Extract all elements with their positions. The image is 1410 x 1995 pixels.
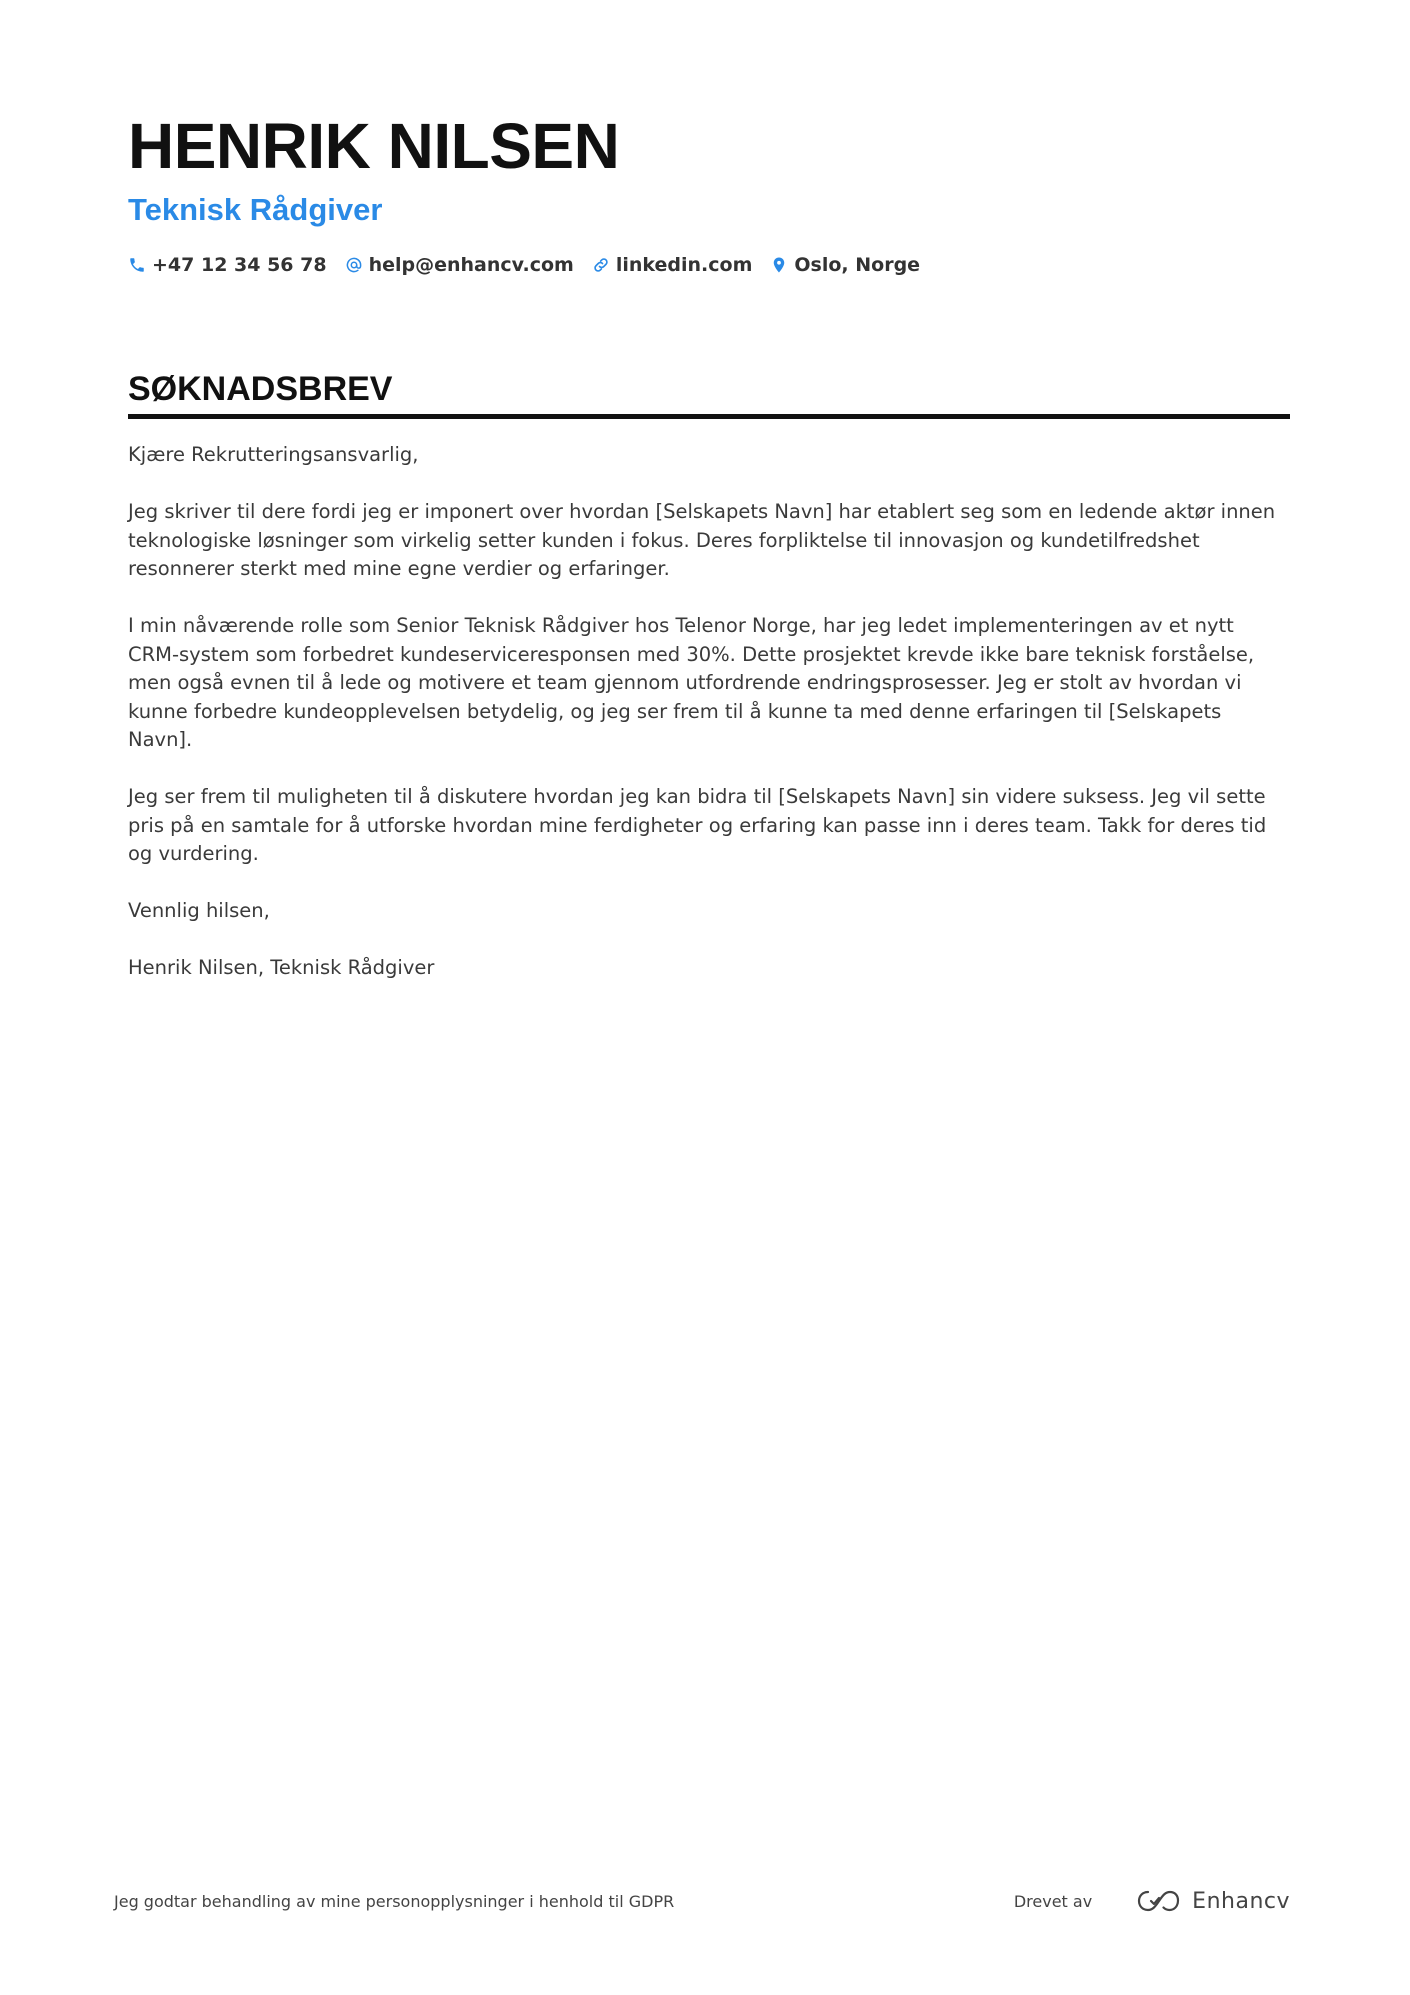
brand-logo[interactable] xyxy=(1136,1888,1290,1914)
at-icon xyxy=(345,256,363,274)
applicant-name: HENRIK NILSEN xyxy=(128,110,620,182)
letter-greeting: Kjære Rekrutteringsansvarlig, xyxy=(128,443,419,466)
cover-letter-section xyxy=(128,368,1290,1011)
footer xyxy=(114,1888,1290,1914)
letter-closing: Vennlig hilsen, xyxy=(128,899,270,922)
header xyxy=(128,108,1288,276)
contact-linkedin[interactable] xyxy=(592,254,753,276)
location-pin-icon xyxy=(770,256,788,274)
link-icon xyxy=(592,256,610,274)
section-title: SØKNADSBREV xyxy=(128,368,1290,419)
letter-paragraph-1: Jeg skriver til dere fordi jeg er imponert over hvordan [Selskapets Navn] har etablert seg som en ledende aktør innen teknologiske løsninger som virkelig setter kunden i fokus. Deres forpliktelse til innovasjon og kundetilfredshet resonnerer sterkt med mine egne verdier og erfaringer. xyxy=(128,500,1276,580)
enhancv-logo-icon xyxy=(1136,1888,1182,1914)
letter-paragraph-2: I min nåværende rolle som Senior Teknisk Rådgiver hos Telenor Norge, har jeg ledet implementeringen av et nytt CRM-system som forbedret kundeserviceresponsen med 30%. Dette prosjektet krevde ikke bare teknisk forståelse, men også evnen til å lede og motivere et team gjennom utfordrende endringsprosesser. Jeg er stolt av hvordan vi kunne forbedre kundeopplevelsen betydelig, og jeg ser frem til å kunne ta med denne erfaringen til [Selskapets Navn]. xyxy=(128,614,1255,751)
contact-email[interactable] xyxy=(345,254,574,276)
powered-by xyxy=(1014,1888,1290,1914)
brand-name: Enhancv xyxy=(1192,1888,1290,1914)
letter-paragraph-3: Jeg ser frem til muligheten til å diskutere hvordan jeg kan bidra til [Selskapets Navn] sin videre suksess. Jeg vil sette pris på en samtale for å utforske hvordan mine ferdigheter og erfaring kan passe inn i deres team. Takk for deres tid og vurdering. xyxy=(128,785,1267,865)
contact-location-text: Oslo, Norge xyxy=(794,254,921,276)
contact-location xyxy=(770,254,920,276)
gdpr-consent-text: Jeg godtar behandling av mine personopplysninger i henhold til GDPR xyxy=(114,1891,675,1911)
job-title: Teknisk Rådgiver xyxy=(128,192,383,227)
contact-phone-text: +47 12 34 56 78 xyxy=(152,254,327,276)
contact-linkedin-text[interactable]: linkedin.com xyxy=(615,254,753,276)
contact-bar xyxy=(128,254,1288,276)
powered-by-label: Drevet av xyxy=(1013,1891,1093,1911)
letter-body xyxy=(128,441,1290,983)
phone-icon xyxy=(128,256,146,274)
contact-email-text[interactable]: help@enhancv.com xyxy=(368,254,574,276)
contact-phone xyxy=(128,254,327,276)
letter-signature: Henrik Nilsen, Teknisk Rådgiver xyxy=(128,956,435,979)
